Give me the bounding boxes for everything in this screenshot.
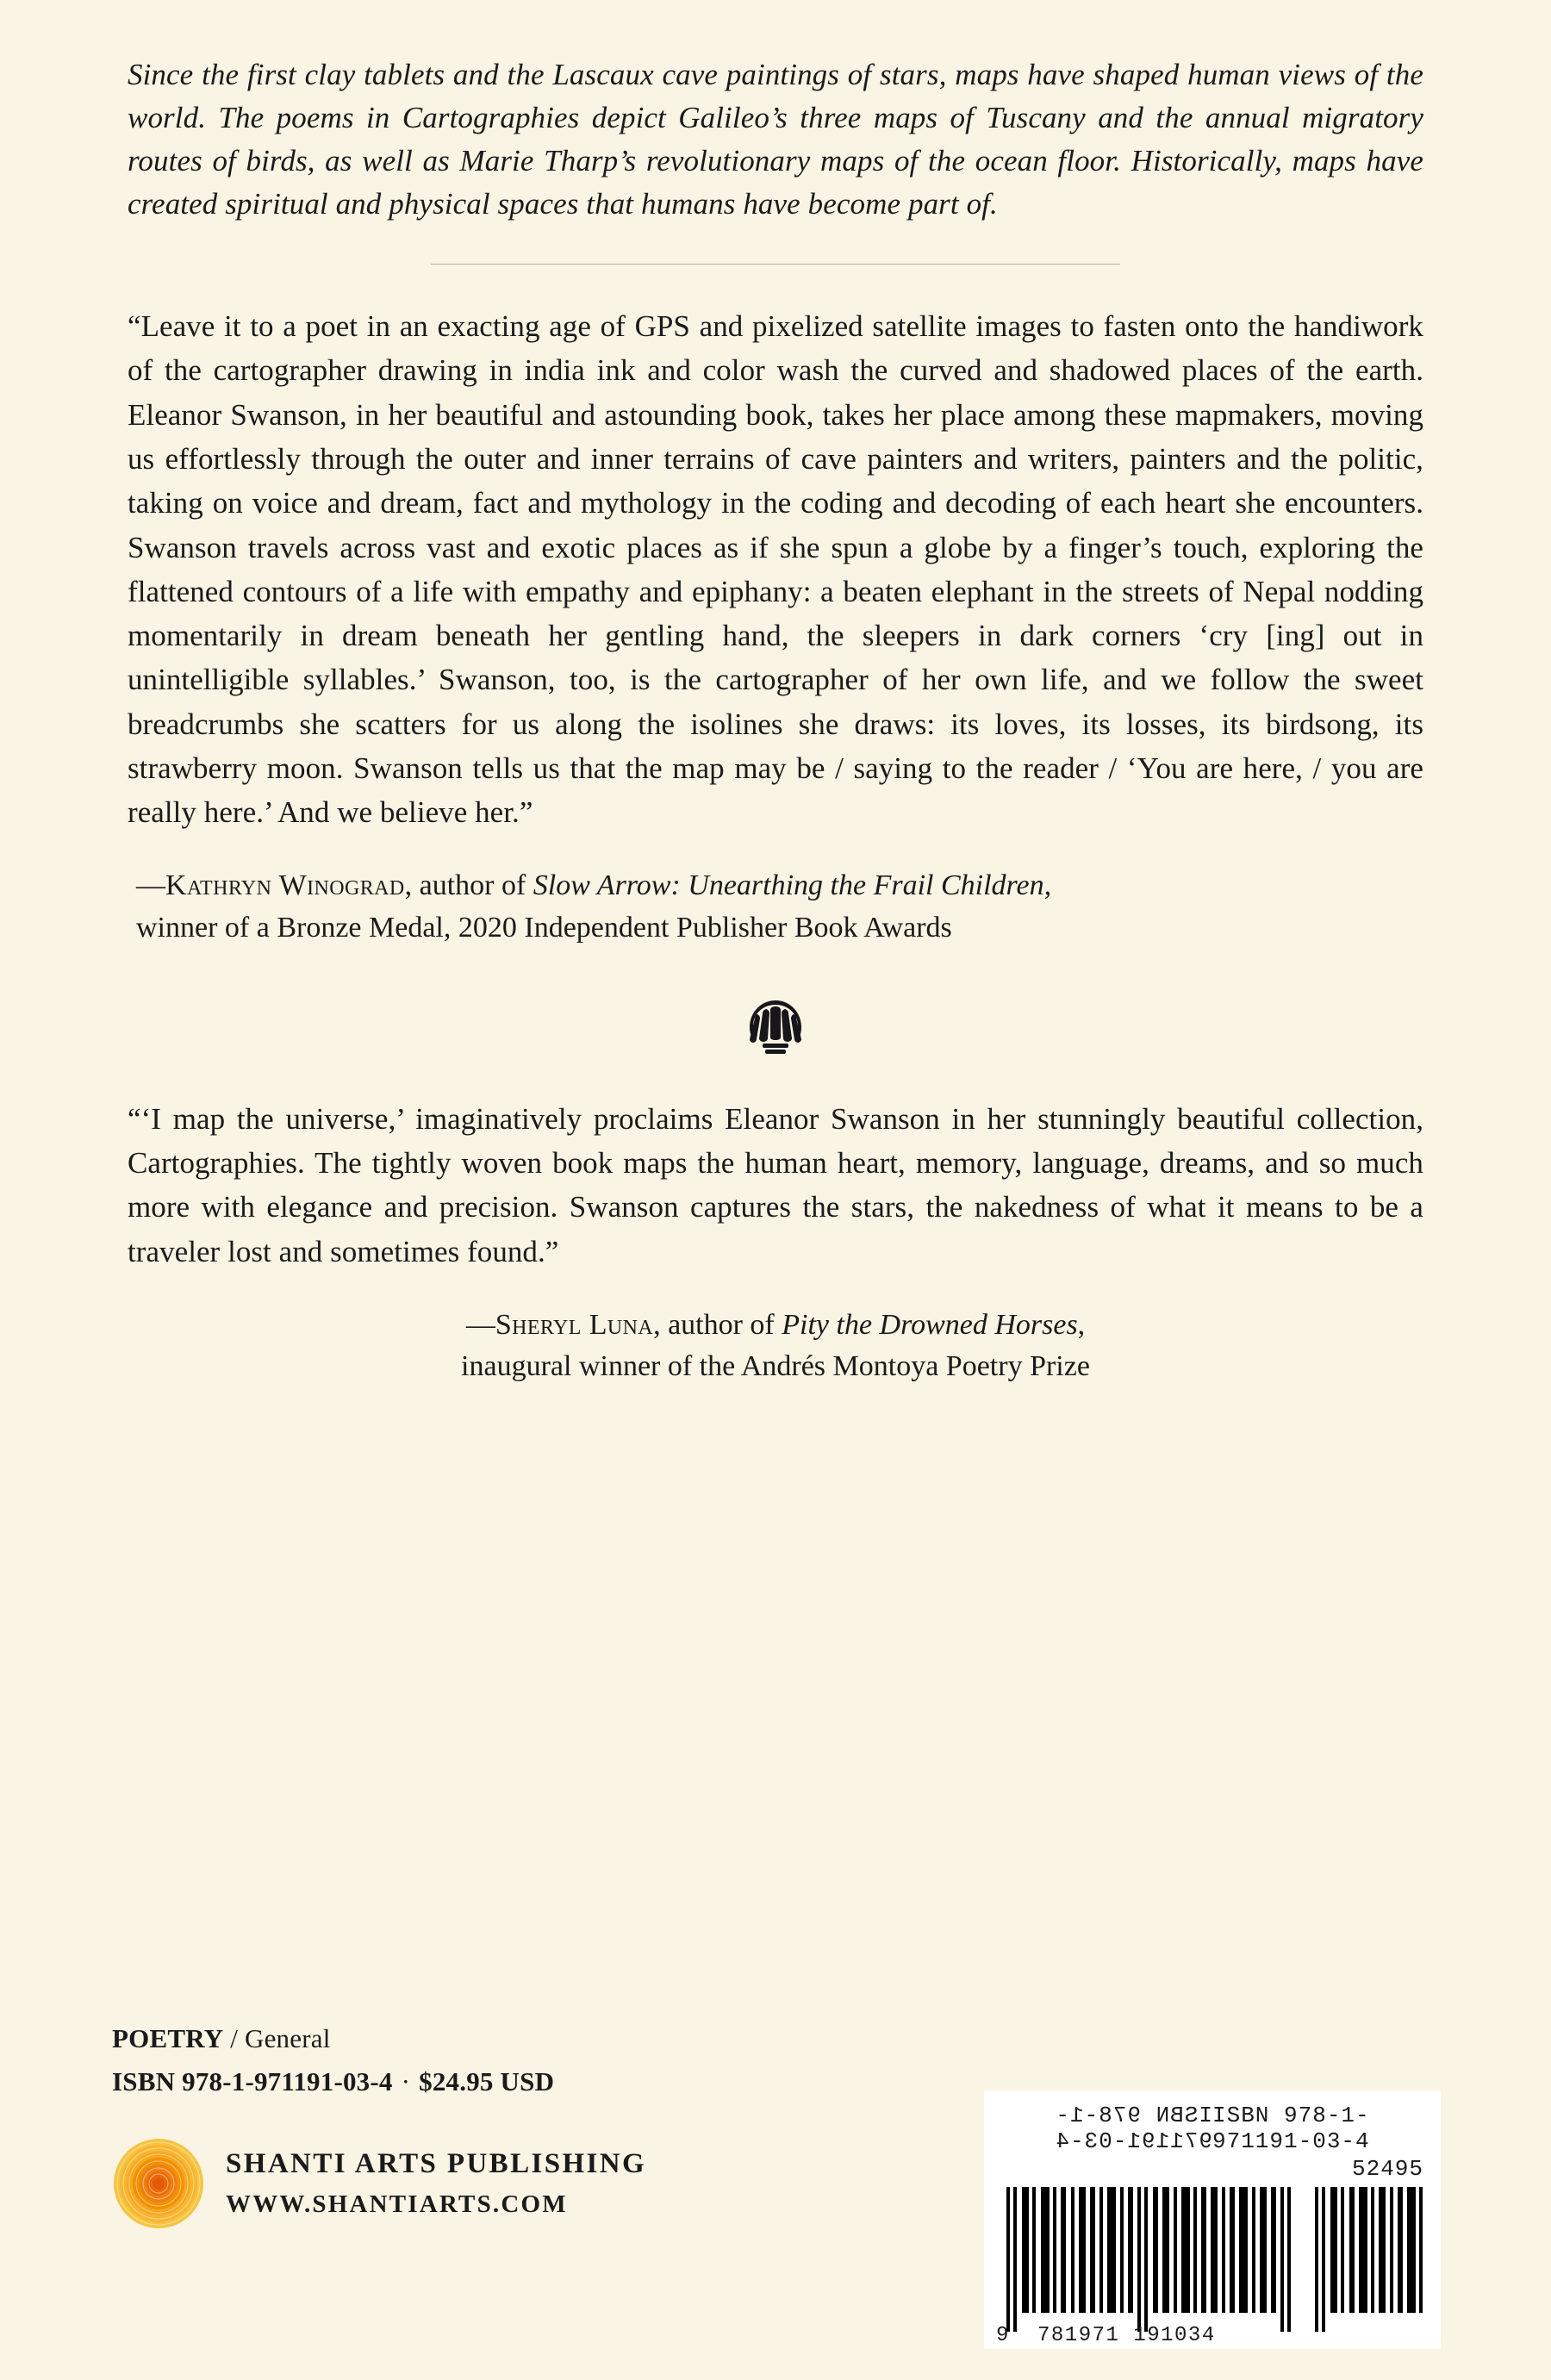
book-description <box>128 53 1423 226</box>
attribution-dash-1: — <box>136 869 165 902</box>
attribution-role-1: , author of <box>404 869 533 902</box>
attribution-work-suffix-2: , <box>1077 1308 1086 1341</box>
category-general: General <box>245 2023 331 2053</box>
attribution-work-2: Pity the Drowned Horses <box>782 1308 1078 1341</box>
description-book-title: Cartographies <box>402 101 580 135</box>
section-divider <box>431 264 1120 265</box>
barcode-bars <box>996 2187 1429 2333</box>
publisher-name: SHANTI ARTS PUBLISHING <box>226 2148 647 2179</box>
review-block-2 <box>128 1097 1423 1388</box>
barcode-isbn-text: ISBN 978-1-971191-03-4 <box>1212 2103 1370 2154</box>
back-cover-page <box>0 53 1551 2380</box>
barcode-bars-addon <box>1315 2187 1427 2333</box>
description-after-title: depict Galileo’s three maps of Tuscany and the annual migratory routes of birds, as well as Marie Tharp’s revolutionary maps of the ocean floor. Historically, maps have created spiritual and physical spaces that humans have become part of. <box>128 101 1423 221</box>
review-attribution-2 <box>128 1305 1423 1388</box>
attribution-credit-1: winner of a Bronze Medal, 2020 Independent Publisher Book Awards <box>136 911 952 944</box>
description-before-title: Since the first clay tablets and the Lascaux cave paintings of stars, maps have shaped human views of the world. The poems in <box>128 58 1423 135</box>
attribution-dash-2: — <box>465 1308 495 1341</box>
sun-logo-icon <box>112 2137 205 2230</box>
publisher-text <box>226 2148 646 2219</box>
review-quote-1: “Leave it to a poet in an exacting age of GPS and pixelized satellite images to fasten onto the handiwork of the cartographer drawing in india ink and color wash the curved and shadowed places of the earth. Eleanor Swanson, in her beautiful and astounding book, takes her place among these mapmakers, moving us effortlessly through the outer and inner terrains of cave painters and writers, painters and the politic, taking on voice and dream, fact and mythology in the coding and decoding of each heart she encounters. Swanson travels across vast and exotic places as if she spun a globe by a finger’s touch, exploring the flattened contours of a life with empathy and epiphany: a beaten elephant in the streets of Nepal nodding momentarily in dream beneath her gentling hand, the sleepers in dark corners ‘cry [ing] out in unintelligible syllables.’ Swanson, too, is the cartographer of her own life, and we follow the sweet breadcrumbs she scatters for us along the isolines she draws: its loves, its losses, its birdsong, its strawberry moon. Swanson tells us that the map may be / saying to the reader / ‘You are here, / you are really here.’ And we believe her.” <box>128 309 1423 830</box>
shell-ornament-icon <box>128 999 1423 1059</box>
isbn-price-separator: · <box>401 2066 411 2097</box>
barcode <box>984 2090 1441 2349</box>
isbn-price-line <box>112 2066 888 2097</box>
attribution-work-1: Slow Arrow: Unearthing the Frail Children, <box>533 869 1052 902</box>
barcode-bars-main <box>1006 2187 1291 2333</box>
category-line <box>112 2023 888 2054</box>
footer-left-column <box>112 2023 888 2097</box>
isbn-text: ISBN 978-1-971191-03-4 <box>112 2066 393 2097</box>
review-quote-2: “‘I map the universe,’ imaginatively proclaims Eleanor Swanson in her stunningly beautiful collection, Cartographies. The tightly woven book maps the human heart, memory, language, dreams, and so much more with elegance and precision. Swanson captures the stars, the nakedness of what it means to be a traveler lost and sometimes found.” <box>128 1101 1423 1268</box>
barcode-digit-lead: 9 <box>996 2324 1010 2347</box>
barcode-isbn-mirrored: ISBN 978-1-971191-03-4 <box>1055 2103 1212 2154</box>
publisher-row <box>112 2137 646 2230</box>
attribution-author-2: Sheryl Luna <box>495 1308 654 1341</box>
category-poetry: POETRY <box>112 2023 224 2053</box>
barcode-digit-main: 781971 191034 <box>1037 2324 1216 2347</box>
publisher-website[interactable]: WWW.SHANTIARTS.COM <box>226 2190 568 2218</box>
attribution-credit-2: inaugural winner of the Andrés Montoya Poetry Prize <box>461 1350 1090 1383</box>
barcode-top-row <box>996 2099 1429 2154</box>
attribution-author-1: Kathryn Winograd <box>165 869 405 902</box>
review-attribution-1 <box>128 865 1423 949</box>
price-text: $24.95 USD <box>419 2066 555 2097</box>
category-separator: / <box>223 2023 246 2053</box>
footer <box>0 2009 1551 2380</box>
attribution-role-2: , author of <box>653 1308 782 1341</box>
barcode-price-code: 52495 <box>1351 2156 1423 2182</box>
